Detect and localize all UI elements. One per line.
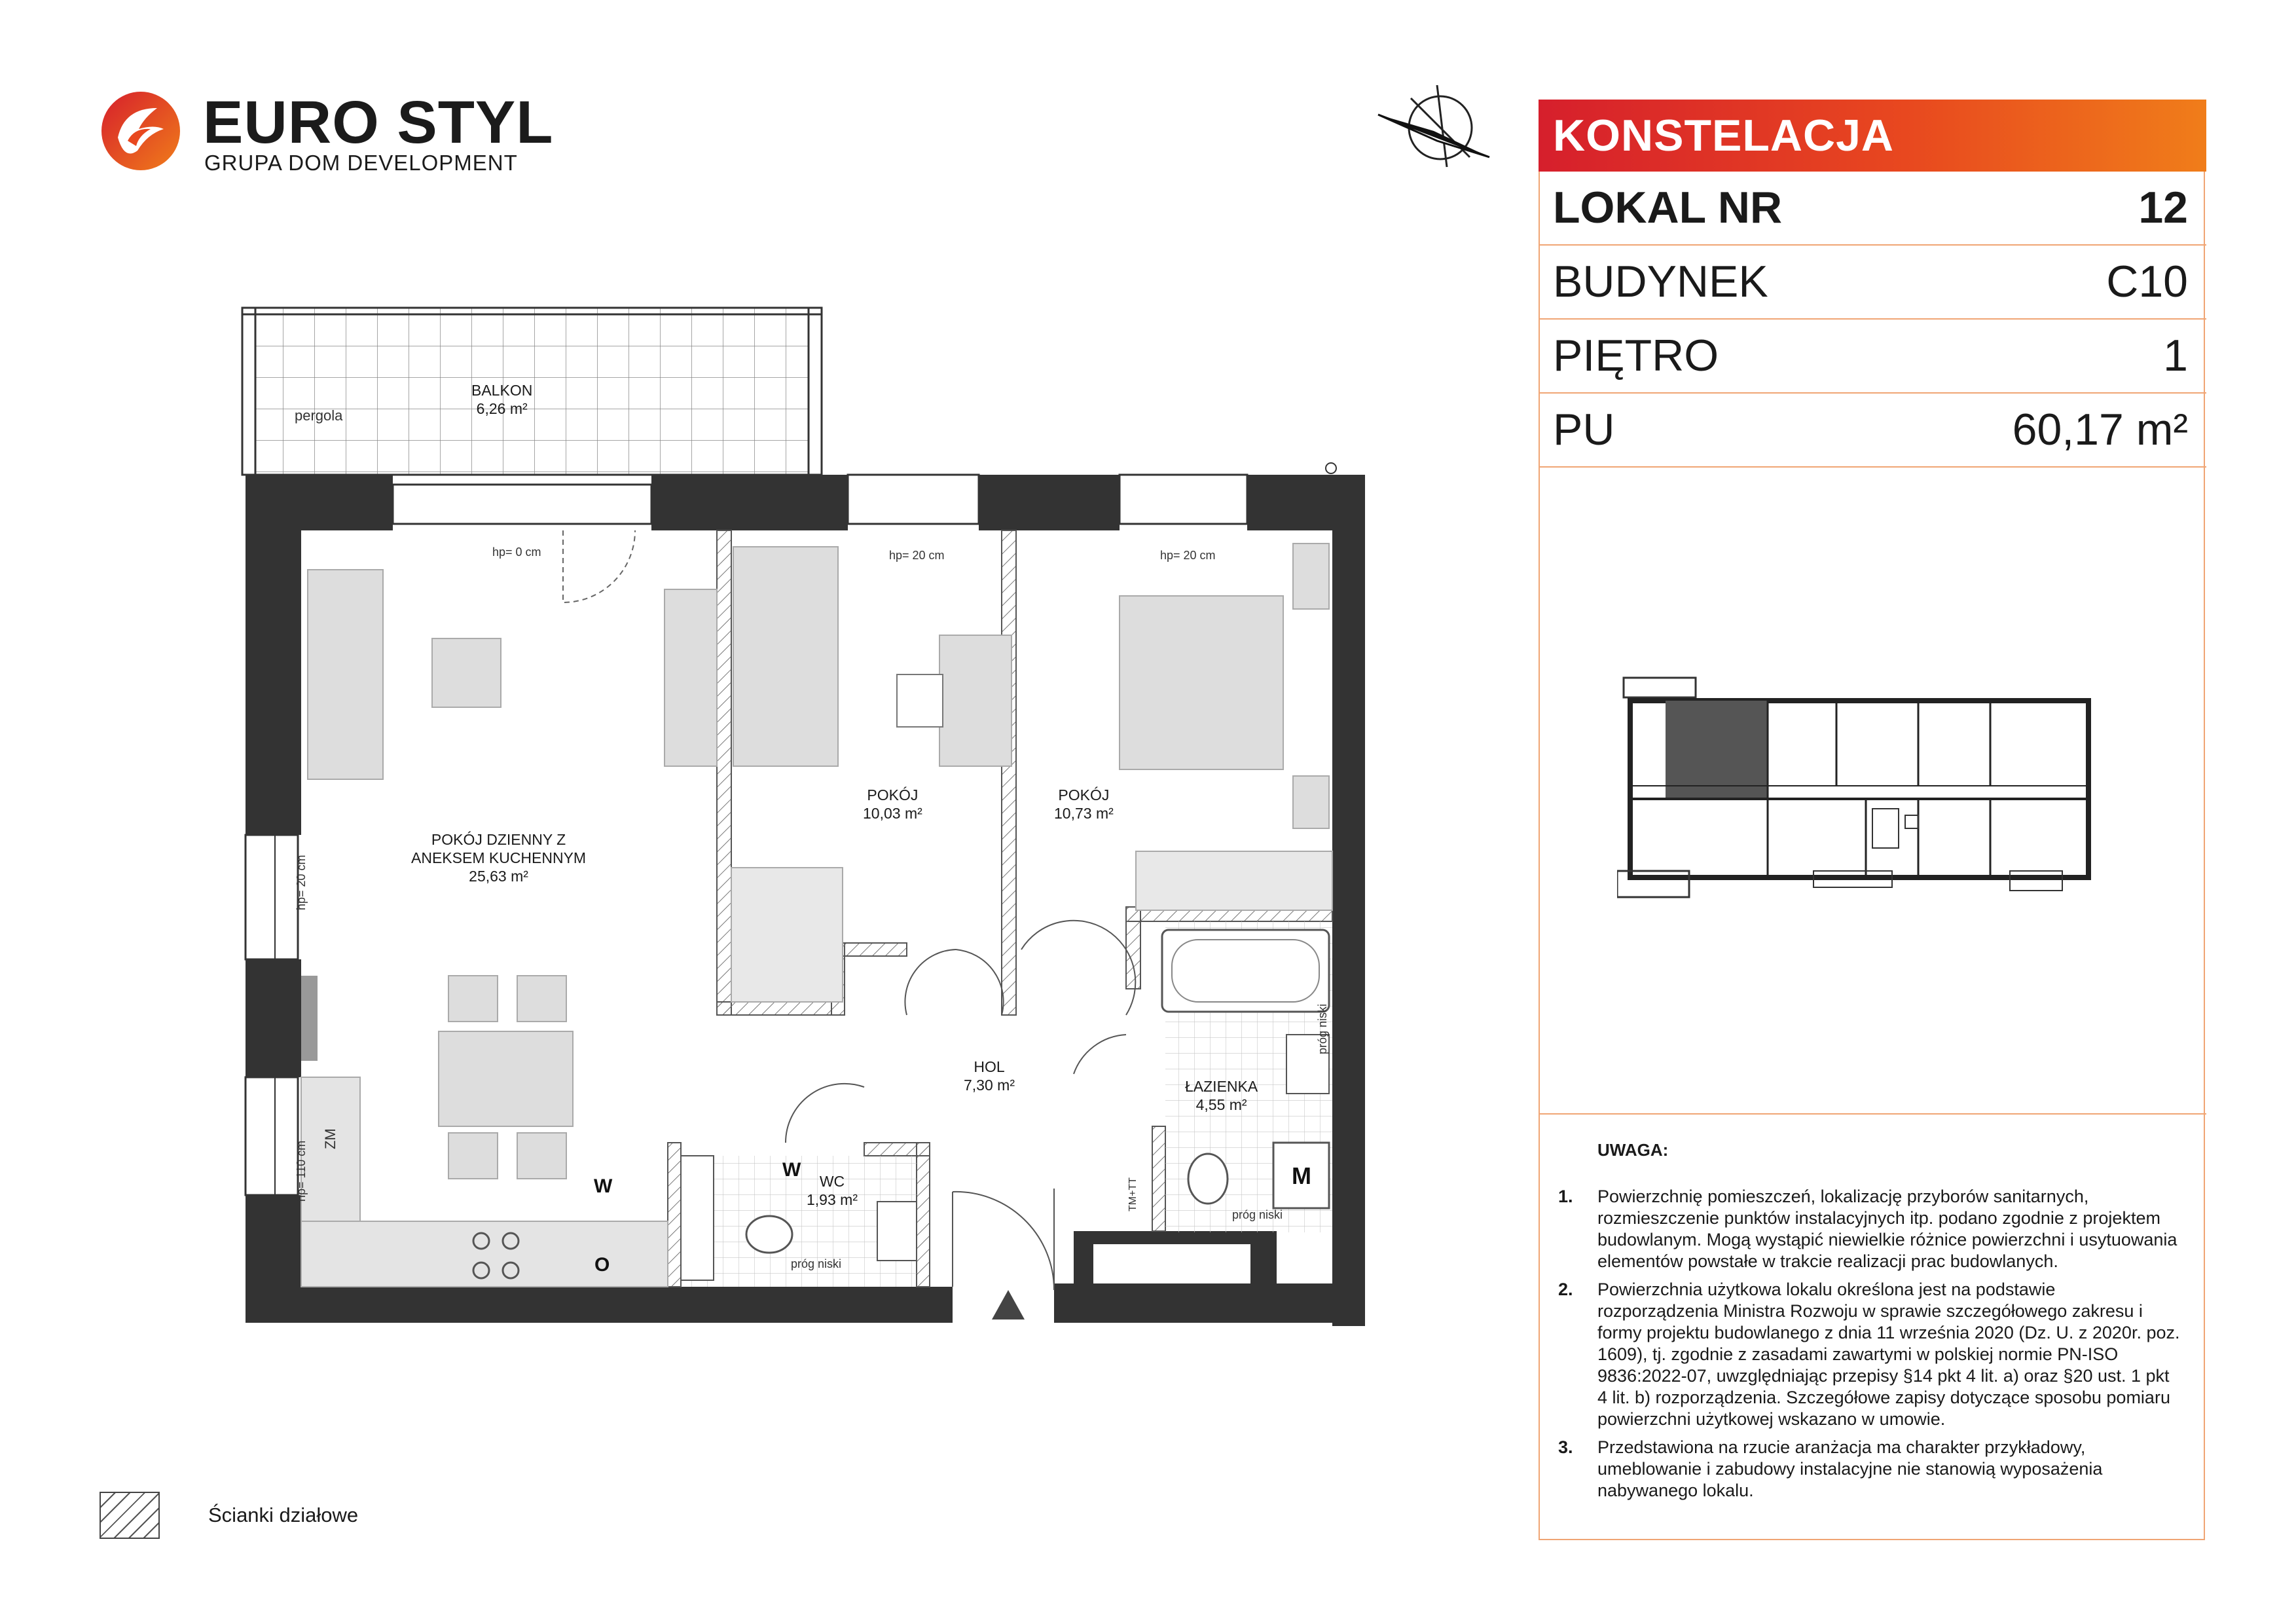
- room-label-hol: [964, 1058, 1015, 1094]
- room-name: ŁAZIENKA: [1185, 1078, 1258, 1095]
- room-name: POKÓJ: [867, 786, 919, 803]
- info-value: C10: [2106, 257, 2188, 306]
- threshold-label: próg niski: [1316, 1003, 1329, 1054]
- room-label-lazienka: [1185, 1077, 1258, 1114]
- info-table: [1539, 100, 2206, 468]
- meter-w-label: W: [594, 1175, 613, 1197]
- room-name: ANEKSEM KUCHENNYM: [411, 849, 587, 866]
- threshold-label: próg niski: [791, 1257, 842, 1270]
- notes-separator: [1539, 1113, 2206, 1115]
- room-label-pokoj-2: [1054, 786, 1114, 822]
- info-value: 12: [2138, 183, 2188, 232]
- info-label: PU: [1553, 405, 1615, 454]
- room-label-balkon: [471, 381, 532, 418]
- sill-height-label: hp= 110 cm: [295, 1140, 308, 1202]
- info-label: PIĘTRO: [1553, 331, 1719, 380]
- notes-section: [1558, 1139, 2180, 1508]
- info-value: 1: [2163, 331, 2188, 380]
- meter-w-label: W: [782, 1159, 801, 1181]
- notes-title: UWAGA:: [1597, 1140, 1669, 1160]
- room-area: 10,03 m²: [863, 805, 922, 822]
- info-row-pietro: [1539, 320, 2206, 394]
- info-row-lokal: [1539, 172, 2206, 246]
- room-label-wc: [807, 1172, 858, 1209]
- note-item: [1558, 1186, 2180, 1272]
- room-area: 25,63 m²: [469, 868, 528, 885]
- room-area: 10,73 m²: [1054, 805, 1114, 822]
- project-name: KONSTELACJA: [1539, 100, 2206, 172]
- note-text: Powierzchnię pomieszczeń, lokalizację przyborów sanitarnych, rozmieszczenie punktów instalacyjnych itp. podano zgodnie z projektem budowlanym. Mogą wystąpić niewielkie różnice powierzchni i usytuowania elementów powstałe w trakcie realizacji prac budowlanych.: [1597, 1187, 2178, 1271]
- brand-name: EURO STYL: [203, 89, 554, 156]
- room-area: 4,55 m²: [1195, 1096, 1247, 1113]
- note-number: 3.: [1558, 1437, 1573, 1457]
- legend-partition-swatch: [100, 1492, 160, 1539]
- sill-height-label: hp= 0 cm: [492, 545, 541, 559]
- meter-o-label: O: [594, 1254, 610, 1276]
- room-label-living: [411, 830, 586, 885]
- room-area: 6,26 m²: [476, 400, 528, 417]
- room-area: 1,93 m²: [807, 1191, 858, 1208]
- room-name: HOL: [974, 1058, 1005, 1075]
- info-value: 60,17 m²: [2012, 405, 2188, 454]
- pergola-label: pergola: [295, 407, 343, 424]
- info-row-budynek: [1539, 246, 2206, 320]
- note-item: [1558, 1437, 2180, 1502]
- note-number: 1.: [1558, 1187, 1573, 1206]
- zm-label: ZM: [322, 1128, 338, 1149]
- legend-label: Ścianki działowe: [208, 1504, 359, 1526]
- room-name: WC: [819, 1173, 845, 1190]
- sill-height-label: hp= 20 cm: [889, 549, 945, 562]
- room-name: POKÓJ DZIENNY Z: [431, 831, 566, 848]
- room-name: BALKON: [471, 382, 533, 399]
- room-label-pokoj-1: [863, 786, 922, 822]
- brand-subtitle: GRUPA DOM DEVELOPMENT: [204, 151, 518, 175]
- note-text: Powierzchnia użytkowa lokalu określona jest na podstawie rozporządzenia Ministra Rozwoju w sprawie szczegółowego zakresu i formy projektu budowlanego z dnia 11 września 2020 (Dz. U. z 2020r. poz. 1609), tj. zgodnie z zasadami zawartymi w polskiej normie PN-ISO 9836:2022-07, uwzględniając przepisy §14 pkt 4 lit. a) oraz §20 ust. 1 pkt 4 lit. b) rozporządzenia. Szczegółowe zapisy dotyczące sposobu pomiaru powierzchni użytkowej wskazano w umowie.: [1597, 1280, 2180, 1429]
- info-label: LOKAL NR: [1553, 183, 1783, 232]
- note-item: [1558, 1279, 2180, 1430]
- sill-height-label: hp= 20 cm: [295, 855, 308, 910]
- note-number: 2.: [1558, 1280, 1573, 1299]
- sill-height-label: hp= 20 cm: [1160, 549, 1216, 562]
- info-row-pu: [1539, 394, 2206, 468]
- meter-m-label: M: [1292, 1162, 1311, 1189]
- note-text: Przedstawiona na rzucie aranżacja ma charakter przykładowy, umeblowanie i zabudowy instalacyjne nie stanowią wyposażenia nabywanego lokalu.: [1597, 1437, 2103, 1500]
- tm-tt-label: TM+TT: [1127, 1177, 1139, 1211]
- highlighted-unit: [1666, 701, 1768, 799]
- room-area: 7,30 m²: [964, 1077, 1015, 1094]
- room-name: POKÓJ: [1058, 786, 1110, 803]
- info-label: BUDYNEK: [1553, 257, 1768, 306]
- building-key-plan: [1617, 674, 2102, 910]
- threshold-label: próg niski: [1232, 1208, 1283, 1221]
